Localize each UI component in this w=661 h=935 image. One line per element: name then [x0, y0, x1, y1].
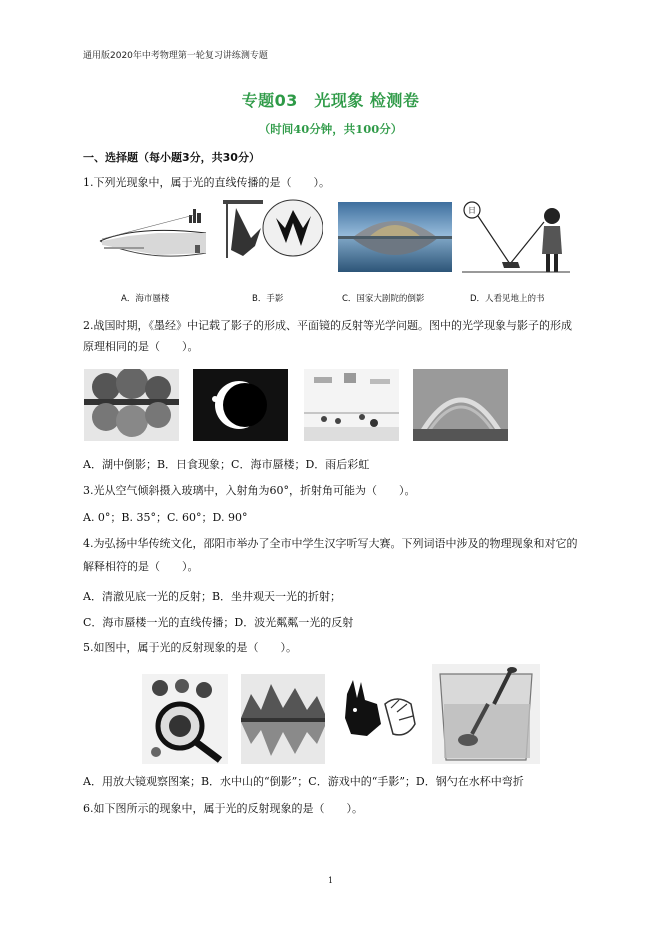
- question-4-stem-line-1: 4.为弘扬中华传统文化，邵阳市举办了全市中学生汉字听写大赛。下列词语中涉及的物理现象和对它的: [83, 537, 578, 550]
- question-6-stem: 6.如下图所示的现象中，属于光的反射现象的是（ ）。: [83, 802, 363, 815]
- question-3-options: A. 0°；B. 35°；C. 60°；D. 90°: [83, 511, 248, 524]
- question-5-stem: 5.如图中，属于光的反射现象的是（ ）。: [83, 641, 297, 654]
- question-2-options: A．湖中倒影；B．日食现象；C．海市蜃楼；D．雨后彩虹: [83, 458, 370, 471]
- magnifier-illustration: [142, 674, 228, 764]
- q1-caption-a: A．海市蜃楼: [121, 294, 170, 304]
- question-4-options-line-2: C．海市蜃楼一光的直线传播；D．波光粼粼一光的反射: [83, 616, 354, 629]
- mountain-reflection-photo: [241, 674, 325, 764]
- page-subtitle: （时间40分钟，共100分）: [258, 122, 403, 136]
- question-4-stem-line-2: 解释相符的是（ ）。: [83, 560, 199, 573]
- spoon-in-glass-photo: [432, 664, 540, 764]
- question-3-stem: 3.光从空气倾斜摄入玻璃中，入射角为60°，折射角可能为（ ）。: [83, 484, 416, 497]
- running-header: 通用版2020年中考物理第一轮复习讲练测专题: [83, 51, 268, 61]
- section-heading: 一、选择题（每小题3分，共30分）: [83, 151, 260, 164]
- hand-shadow-game-illustration: [337, 674, 421, 764]
- grand-theatre-reflection-photo: [338, 202, 452, 272]
- question-5-options: A．用放大镜观察图案；B．水中山的“倒影”；C．游戏中的“手影”；D．钢勺在水杯中弯折: [83, 775, 524, 788]
- q1-caption-c: C．国家大剧院的倒影: [342, 294, 425, 304]
- solar-eclipse-photo: [193, 369, 288, 441]
- question-2-stem-line-1: 2.战国时期，《墨经》中记载了影子的形成、平面镜的反射等光学问题。图中的光学现象与影子的形成: [83, 319, 572, 332]
- hand-shadow-illustration: [221, 198, 323, 264]
- person-sees-book-illustration: [462, 198, 570, 278]
- sun-label: 日: [468, 206, 476, 215]
- question-1-stem: 1.下列光现象中，属于光的直线传播的是（ ）。: [83, 176, 330, 189]
- page-title: 专题03 光现象 检测卷: [241, 91, 420, 110]
- page-number: 1: [327, 876, 334, 885]
- mirage-illustration: [98, 203, 208, 263]
- question-4-options-line-1: A．清澈见底一光的反射；B．坐井观天一光的折射；: [83, 590, 342, 603]
- question-2-stem-line-2: 原理相同的是（ ）。: [83, 340, 199, 353]
- rainbow-photo: [413, 369, 508, 441]
- mirage-photo: [304, 369, 399, 441]
- q1-caption-b: B．手影: [252, 294, 284, 304]
- q1-caption-d: D．人看见地上的书: [470, 294, 545, 304]
- lake-reflection-photo: [84, 369, 179, 441]
